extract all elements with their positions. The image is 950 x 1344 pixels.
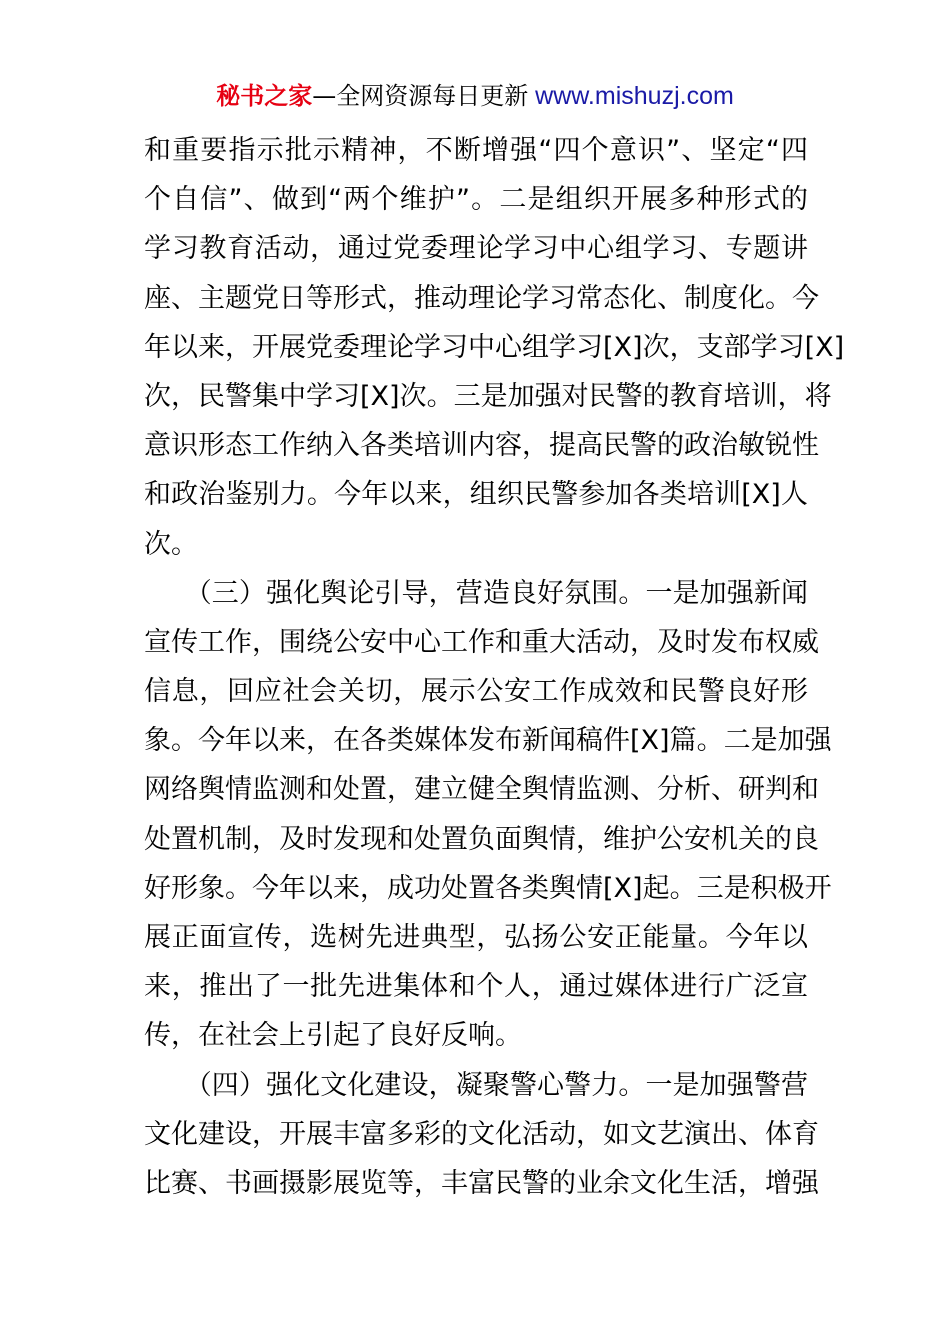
text-line: 传，在社会上引起了良好反响。: [144, 1020, 522, 1052]
text-line: 比赛、书画摄影展览等，丰富民警的业余文化生活，增强: [144, 1167, 819, 1199]
text-line: 信息，回应社会关切，展示公安工作成效和民警良好形: [144, 676, 808, 708]
text-line: 意识形态工作纳入各类培训内容，提高民警的政治敏锐性: [144, 430, 819, 462]
document-body: [144, 126, 845, 1208]
text-line: 来，推出了一批先进集体和个人，通过媒体进行广泛宣: [144, 971, 808, 1003]
text-line: 次，民警集中学习[X]次。三是加强对民警的教育培训，将: [144, 380, 832, 412]
text-line: 文化建设，开展丰富多彩的文化活动，如文艺演出、体育: [144, 1118, 819, 1150]
text-line: 宣传工作，围绕公安中心工作和重大活动，及时发布权威: [144, 626, 819, 658]
site-url-link[interactable]: www.mishuzj.com: [528, 82, 734, 110]
text-line: 象。今年以来，在各类媒体发布新闻稿件[X]篇。二是加强: [144, 725, 832, 757]
text-line: 好形象。今年以来，成功处置各类舆情[X]起。三是积极开: [144, 872, 832, 904]
text-line: 次。: [144, 528, 198, 560]
text-line: 处置机制，及时发现和处置负面舆情，维护公安机关的良: [144, 823, 819, 855]
text-line: 座、主题党日等形式，推动理论学习常态化、制度化。今: [144, 282, 819, 314]
site-brand: 秘书之家: [216, 82, 313, 110]
section-heading-line: （三）强化舆论引导，营造良好氛围。一是加强新闻: [144, 577, 808, 609]
text-line: 网络舆情监测和处置，建立健全舆情监测、分析、研判和: [144, 774, 819, 806]
text-line: 和政治鉴别力。今年以来，组织民警参加各类培训[X]人: [144, 479, 808, 511]
text-line: 和重要指示批示精神，不断增强“四个意识”、坚定“四: [144, 135, 808, 166]
text-line: 学习教育活动，通过党委理论学习中心组学习、专题讲: [144, 233, 808, 265]
text-line: 个自信”、做到“两个维护”。二是组织开展多种形式的: [144, 184, 808, 216]
section-heading-line: （四）强化文化建设，凝聚警心警力。一是加强警营: [144, 1069, 808, 1101]
text-line: 展正面宣传，选树先进典型，弘扬公安正能量。今年以: [144, 922, 808, 953]
text-line: 年以来，开展党委理论学习中心组学习[X]次，支部学习[X]: [144, 331, 845, 363]
site-tagline: —全网资源每日更新: [312, 82, 529, 110]
page-header: [0, 80, 950, 112]
